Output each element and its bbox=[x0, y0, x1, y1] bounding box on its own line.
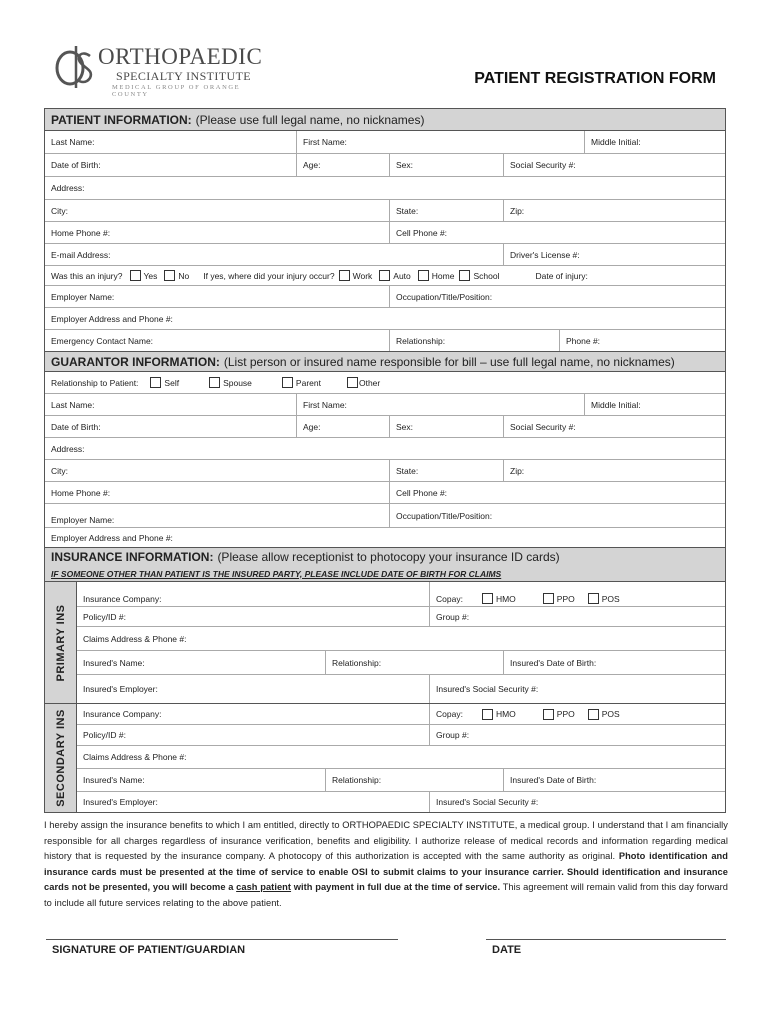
patient-heading-note: (Please use full legal name, no nicknames) bbox=[195, 112, 425, 127]
secondary-side-label bbox=[45, 704, 77, 812]
patient-employer-address-row bbox=[45, 308, 725, 330]
field-label: Middle Initial: bbox=[591, 137, 641, 147]
guarantor-ssn-field[interactable] bbox=[504, 416, 725, 437]
patient-state-field[interactable] bbox=[390, 200, 504, 221]
copay-label: Copay: bbox=[436, 709, 463, 719]
patient-email-field[interactable] bbox=[45, 244, 504, 265]
patient-address-row bbox=[45, 177, 725, 200]
no-label: No bbox=[178, 270, 190, 281]
relationship-to-patient-label: Relationship to Patient: bbox=[51, 377, 139, 388]
field-label: Insured's Employer: bbox=[83, 684, 158, 694]
field-label: Zip: bbox=[510, 465, 525, 476]
field-label: Cell Phone #: bbox=[396, 227, 448, 238]
secondary-company-row bbox=[77, 704, 725, 725]
guarantor-city-row bbox=[45, 460, 725, 482]
school-label: School bbox=[473, 270, 500, 281]
field-label: Employer Name: bbox=[51, 291, 115, 302]
field-label: Insured's Employer: bbox=[83, 797, 158, 807]
primary-policy-row bbox=[77, 607, 725, 627]
injury-yes-checkbox[interactable] bbox=[130, 270, 141, 281]
patient-city-row bbox=[45, 200, 725, 222]
secondary-hmo-checkbox[interactable] bbox=[482, 709, 493, 720]
patient-ssn-field[interactable] bbox=[504, 154, 725, 176]
secondary-insured-employer-field[interactable] bbox=[77, 792, 430, 812]
secondary-relationship-field[interactable] bbox=[326, 769, 504, 791]
field-label: Driver's License #: bbox=[510, 249, 580, 260]
guarantor-home-phone-field[interactable] bbox=[45, 482, 390, 503]
patient-drivers-license-field[interactable] bbox=[504, 244, 725, 265]
copay-label: Copay: bbox=[436, 594, 463, 604]
secondary-insurance-block bbox=[45, 704, 725, 812]
field-label: Home Phone #: bbox=[51, 487, 111, 498]
secondary-employer-row bbox=[77, 792, 725, 812]
injury-question: Was this an injury? bbox=[51, 270, 123, 281]
emergency-contact-row bbox=[45, 330, 725, 352]
primary-employer-row bbox=[77, 675, 725, 703]
primary-policy-field[interactable] bbox=[77, 607, 430, 626]
work-label: Work bbox=[352, 270, 373, 281]
field-label: Last Name: bbox=[51, 399, 95, 410]
logo-name: ORTHOPAEDIC bbox=[98, 44, 263, 69]
authorization-bold-text: Photo identification and insurance cards must be presented at the time of service to enable OSI to submit claims to your insurance carrier. Should identification and insurance cards not be presented, you will become a bbox=[44, 851, 728, 892]
field-label: Cell Phone #: bbox=[396, 487, 448, 498]
patient-dob-field[interactable] bbox=[45, 154, 297, 176]
field-label: Middle Initial: bbox=[591, 399, 641, 410]
insurance-sub-note: IF SOMEONE OTHER THAN PATIENT IS THE INSURED PARTY, PLEASE INCLUDE DATE OF BIRTH FOR CLAIMS bbox=[45, 566, 725, 582]
signature-line[interactable] bbox=[46, 939, 398, 940]
date-line[interactable] bbox=[486, 939, 726, 940]
guarantor-sex-field[interactable] bbox=[390, 416, 504, 437]
date-label: DATE bbox=[492, 944, 522, 956]
field-label: City: bbox=[51, 465, 68, 476]
field-label: City: bbox=[51, 205, 68, 216]
guarantor-first-name-field[interactable] bbox=[297, 394, 585, 415]
patient-city-field[interactable] bbox=[45, 200, 390, 221]
patient-heading: PATIENT INFORMATION: bbox=[51, 112, 192, 127]
logo-tagline: MEDICAL GROUP OF ORANGE COUNTY bbox=[112, 84, 241, 98]
patient-sex-field[interactable] bbox=[390, 154, 504, 176]
patient-employer-row bbox=[45, 286, 725, 308]
registration-form bbox=[44, 108, 726, 813]
primary-company-field[interactable] bbox=[77, 582, 430, 606]
guarantor-dob-row bbox=[45, 416, 725, 438]
primary-insured-employer-field[interactable] bbox=[77, 675, 430, 703]
guarantor-zip-field[interactable] bbox=[504, 460, 725, 481]
primary-company-row bbox=[77, 582, 725, 607]
guarantor-city-field[interactable] bbox=[45, 460, 390, 481]
injury-auto-checkbox[interactable] bbox=[379, 270, 390, 281]
secondary-ppo-checkbox[interactable] bbox=[543, 709, 554, 720]
cash-patient-text: cash patient bbox=[236, 882, 292, 892]
guarantor-occupation-field[interactable] bbox=[390, 504, 725, 527]
field-label: Date of Birth: bbox=[51, 160, 101, 170]
field-label: Social Security #: bbox=[510, 160, 576, 170]
primary-insured-row bbox=[77, 651, 725, 675]
secondary-policy-field[interactable] bbox=[77, 725, 430, 745]
field-label: Insured's Social Security #: bbox=[436, 684, 539, 694]
page-title: PATIENT REGISTRATION FORM bbox=[474, 70, 716, 87]
field-label: Insurance Company: bbox=[83, 594, 162, 604]
guarantor-heading-note: (List person or insured name responsible for bill – use full legal name, no nicknames) bbox=[223, 354, 675, 369]
field-label: Date of Birth: bbox=[51, 421, 101, 432]
patient-occupation-field[interactable] bbox=[390, 286, 725, 307]
field-label: Insured's Date of Birth: bbox=[510, 657, 597, 668]
field-label: Employer Address and Phone #: bbox=[51, 532, 173, 543]
primary-copay-field[interactable] bbox=[430, 582, 725, 606]
guarantor-employer-row bbox=[45, 504, 725, 528]
patient-phone-row bbox=[45, 222, 725, 244]
patient-home-phone-field[interactable] bbox=[45, 222, 390, 243]
patient-address-field[interactable] bbox=[45, 177, 725, 199]
guarantor-heading: GUARANTOR INFORMATION: bbox=[51, 354, 220, 369]
authorization-validity-text: This agreement will remain valid from this day forward to include all future services relating to the above patient. bbox=[44, 882, 728, 908]
field-label: Claims Address & Phone #: bbox=[83, 752, 187, 762]
field-label: Sex: bbox=[396, 421, 414, 432]
emergency-relationship-field[interactable] bbox=[390, 330, 560, 351]
logo bbox=[50, 44, 280, 98]
osi-monogram-icon bbox=[50, 44, 100, 90]
field-label: State: bbox=[396, 465, 419, 476]
field-label: Age: bbox=[303, 421, 321, 432]
injury-where-question: If yes, where did your injury occur? bbox=[203, 270, 335, 281]
secondary-insured-row bbox=[77, 769, 725, 792]
patient-employer-address-field[interactable] bbox=[45, 308, 725, 329]
guarantor-cell-phone-field[interactable] bbox=[390, 482, 725, 503]
guarantor-address-field[interactable] bbox=[45, 438, 725, 459]
secondary-claims-row bbox=[77, 746, 725, 769]
guarantor-employer-name-field[interactable] bbox=[45, 504, 390, 527]
field-label: Zip: bbox=[510, 205, 525, 216]
injury-school-checkbox[interactable] bbox=[459, 270, 470, 281]
yes-label: Yes bbox=[143, 270, 158, 281]
hmo-label: HMO bbox=[495, 594, 516, 604]
secondary-pos-checkbox[interactable] bbox=[588, 709, 599, 720]
secondary-group-field[interactable] bbox=[430, 725, 725, 745]
signature-label: SIGNATURE OF PATIENT/GUARDIAN bbox=[52, 944, 246, 956]
guarantor-address-row bbox=[45, 438, 725, 460]
primary-insured-dob-field[interactable] bbox=[504, 651, 725, 674]
patient-injury-row bbox=[45, 266, 725, 286]
field-label: Insured's Date of Birth: bbox=[510, 775, 597, 785]
guarantor-middle-initial-field[interactable] bbox=[585, 394, 725, 415]
form-header bbox=[44, 40, 728, 112]
guarantor-section-heading bbox=[45, 352, 725, 372]
patient-age-field[interactable] bbox=[297, 154, 390, 176]
patient-section-heading bbox=[45, 109, 725, 131]
field-label: First Name: bbox=[303, 137, 347, 147]
field-label: Group #: bbox=[436, 611, 470, 622]
other-label: Other bbox=[358, 377, 381, 388]
field-label: E-mail Address: bbox=[51, 249, 111, 260]
auto-label: Auto bbox=[393, 270, 411, 281]
primary-insurance-block bbox=[45, 582, 725, 704]
patient-cell-phone-field[interactable] bbox=[390, 222, 725, 243]
primary-hmo-checkbox[interactable] bbox=[482, 593, 493, 604]
field-label: Insurance Company: bbox=[83, 709, 162, 719]
field-label: Occupation/Title/Position: bbox=[396, 291, 493, 302]
field-label: Address: bbox=[51, 183, 85, 193]
insurance-section-heading bbox=[45, 548, 725, 566]
field-label: Last Name: bbox=[51, 137, 95, 147]
field-label: Relationship: bbox=[332, 775, 382, 785]
injury-home-checkbox[interactable] bbox=[418, 270, 429, 281]
primary-pos-checkbox[interactable] bbox=[588, 593, 599, 604]
guarantor-age-field[interactable] bbox=[297, 416, 390, 437]
field-label: Insured's Name: bbox=[83, 657, 145, 668]
field-label: Relationship: bbox=[332, 657, 382, 668]
secondary-insured-dob-field[interactable] bbox=[504, 769, 725, 791]
secondary-insured-ssn-field[interactable] bbox=[430, 792, 725, 812]
primary-side-label bbox=[45, 582, 77, 703]
patient-last-name-field[interactable] bbox=[45, 131, 297, 153]
patient-name-row bbox=[45, 131, 725, 154]
primary-group-field[interactable] bbox=[430, 607, 725, 626]
primary-insured-name-field[interactable] bbox=[77, 651, 326, 674]
field-label: Age: bbox=[303, 160, 321, 170]
field-label: Policy/ID #: bbox=[83, 730, 126, 740]
patient-first-name-field[interactable] bbox=[297, 131, 585, 153]
patient-email-row bbox=[45, 244, 725, 266]
field-label: Home Phone #: bbox=[51, 227, 111, 238]
field-label: Sex: bbox=[396, 160, 414, 170]
patient-zip-field[interactable] bbox=[504, 200, 725, 221]
guarantor-phone-row bbox=[45, 482, 725, 504]
primary-claims-row bbox=[77, 627, 725, 651]
rel-spouse-checkbox[interactable] bbox=[209, 377, 220, 388]
field-label: Claims Address & Phone #: bbox=[83, 633, 187, 644]
guarantor-relationship-row bbox=[45, 372, 725, 394]
field-label: Employer Name: bbox=[51, 515, 115, 525]
insurance-heading-note: (Please allow receptionist to photocopy your insurance ID cards) bbox=[217, 550, 560, 564]
field-label: Insured's Social Security #: bbox=[436, 797, 539, 807]
guarantor-state-field[interactable] bbox=[390, 460, 504, 481]
secondary-label-text: SECONDARY INS bbox=[54, 709, 67, 807]
patient-employer-name-field[interactable] bbox=[45, 286, 390, 307]
secondary-copay-field[interactable] bbox=[430, 704, 725, 724]
pos-label: POS bbox=[601, 709, 620, 719]
logo-subtitle: SPECIALTY INSTITUTE bbox=[116, 69, 252, 83]
injury-no-checkbox[interactable] bbox=[164, 270, 175, 281]
date-of-injury-label: Date of injury: bbox=[535, 270, 588, 281]
hmo-label: HMO bbox=[495, 709, 516, 719]
ppo-label: PPO bbox=[556, 594, 575, 604]
patient-middle-initial-field[interactable] bbox=[585, 131, 725, 153]
field-label: Address: bbox=[51, 443, 85, 454]
primary-label-text: PRIMARY INS bbox=[54, 603, 67, 682]
rel-other-checkbox[interactable] bbox=[347, 377, 358, 388]
rel-parent-checkbox[interactable] bbox=[282, 377, 293, 388]
guarantor-employer-address-row bbox=[45, 528, 725, 548]
emergency-phone-field[interactable] bbox=[560, 330, 725, 351]
primary-claims-address-field[interactable] bbox=[77, 627, 725, 650]
secondary-claims-address-field[interactable] bbox=[77, 746, 725, 768]
secondary-policy-row bbox=[77, 725, 725, 746]
primary-relationship-field[interactable] bbox=[326, 651, 504, 674]
field-label: State: bbox=[396, 205, 419, 216]
primary-insured-ssn-field[interactable] bbox=[430, 675, 725, 703]
field-label: Relationship: bbox=[396, 335, 446, 346]
guarantor-dob-field[interactable] bbox=[45, 416, 297, 437]
parent-label: Parent bbox=[295, 377, 321, 388]
home-label: Home bbox=[431, 270, 455, 281]
field-label: Policy/ID #: bbox=[83, 611, 126, 622]
authorization-bold-text-2: with payment in full due at the time of service. bbox=[293, 882, 501, 892]
ppo-label: PPO bbox=[556, 709, 575, 719]
primary-ppo-checkbox[interactable] bbox=[543, 593, 554, 604]
insurance-heading: INSURANCE INFORMATION: bbox=[51, 550, 214, 564]
field-label: Employer Address and Phone #: bbox=[51, 313, 173, 324]
self-label: Self bbox=[164, 377, 180, 388]
field-label: Emergency Contact Name: bbox=[51, 335, 154, 346]
field-label: Group #: bbox=[436, 730, 470, 740]
secondary-company-field[interactable] bbox=[77, 704, 430, 724]
emergency-contact-field[interactable] bbox=[45, 330, 390, 351]
field-label: Insured's Name: bbox=[83, 775, 145, 785]
pos-label: POS bbox=[601, 594, 620, 604]
injury-work-checkbox[interactable] bbox=[339, 270, 350, 281]
field-label: First Name: bbox=[303, 399, 347, 410]
patient-dob-row bbox=[45, 154, 725, 177]
authorization-statement bbox=[44, 818, 728, 911]
field-label: Social Security #: bbox=[510, 421, 576, 432]
rel-self-checkbox[interactable] bbox=[150, 377, 161, 388]
field-label: Occupation/Title/Position: bbox=[396, 510, 493, 521]
guarantor-employer-address-field[interactable] bbox=[45, 528, 725, 547]
guarantor-last-name-field[interactable] bbox=[45, 394, 297, 415]
authorization-text: I hereby assign the insurance benefits to which I am entitled, directly to ORTHOPAEDIC SPECIALTY INSTITUTE, a medical group. I understand that I am financially responsible for all charges regardless of insurance verification, benefits and eligibility. I authorize release of medical records and information regarding medical history that is requested by the insurance company. A photocopy of this authorization is accepted with the same authority as original. bbox=[44, 820, 728, 861]
spouse-label: Spouse bbox=[223, 377, 252, 388]
secondary-insured-name-field[interactable] bbox=[77, 769, 326, 791]
guarantor-name-row bbox=[45, 394, 725, 416]
field-label: Phone #: bbox=[566, 335, 601, 346]
